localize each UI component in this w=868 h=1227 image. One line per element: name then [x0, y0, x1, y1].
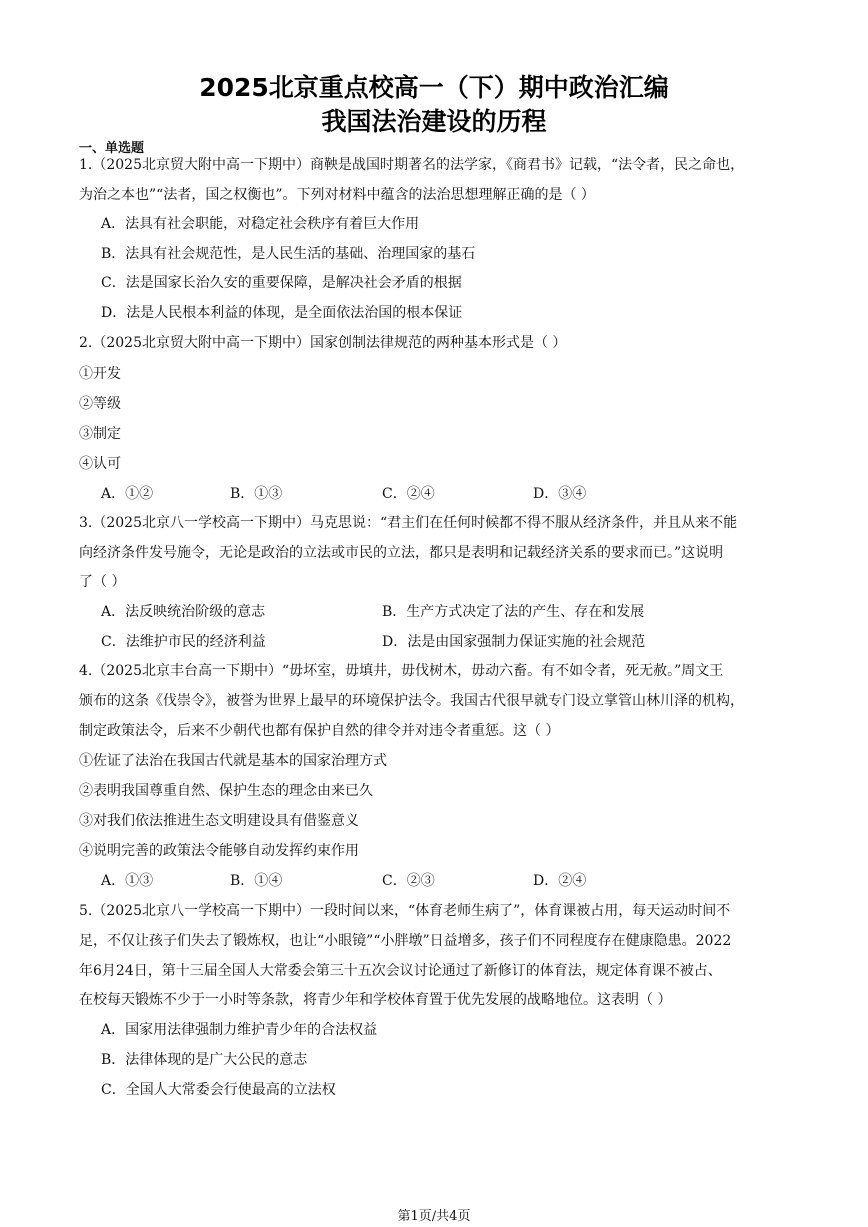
question-1-stem-line-1: 1.（2025北京贸大附中高一下期中）商鞅是战国时期著名的法学家，《商君书》记载，“法令者，民之命也， — [79, 157, 745, 173]
question-4-item-4: ④说明完善的政策法令能够自动发挥约束作用 — [79, 843, 359, 859]
question-2-item-1: ①开发 — [79, 366, 121, 382]
question-2-item-4: ④认可 — [79, 456, 121, 472]
document-title: 2025北京重点校高一（下）期中政治汇编 — [199, 73, 669, 102]
question-4-item-1: ①佐证了法治在我国古代就是基本的国家治理方式 — [79, 753, 387, 769]
question-4-stem-line-1: 4.（2025北京丰台高一下期中）“毋坏室，毋填井，毋伐树木，毋动六畜。有不如令者，死无赦。”周文王 — [79, 663, 724, 679]
question-4-stem-line-3: 制定政策法令，后来不少朝代也都有保护自然的律令并对违令者重惩。这（ ） — [79, 723, 560, 739]
question-3-stem-line-1: 3.（2025北京八一学校高一下期中）马克思说：“君主们在任何时候都不得不服从经济条件，并且从来不能 — [79, 515, 738, 531]
question-4-item-3: ③对我们依法推进生态文明建设具有借鉴意义 — [79, 813, 359, 829]
question-5-option-c: C．全国人大常委会行使最高的立法权 — [101, 1082, 336, 1098]
question-1-option-d: D．法是人民根本利益的体现，是全面依法治国的根本保证 — [101, 305, 463, 321]
question-3-stem-line-2: 向经济条件发号施令，无论是政治的立法或市民的立法，都只是表明和记载经济关系的要求而已。”这说明 — [79, 545, 724, 561]
question-5-stem-line-1: 5.（2025北京八一学校高一下期中）一段时间以来，“体育老师生病了”，体育课被占用，每天运动时间不 — [79, 903, 731, 919]
question-4-option-b: B．①④ — [230, 873, 283, 889]
question-2-stem-line-1: 2.（2025北京贸大附中高一下期中）国家创制法律规范的两种基本形式是（ ） — [79, 335, 567, 351]
question-2-item-3: ③制定 — [79, 426, 121, 442]
question-2-option-d: D．③④ — [533, 486, 587, 502]
question-1-option-c: C．法是国家长治久安的重要保障，是解决社会矛盾的根据 — [101, 275, 462, 291]
question-4-stem-line-2: 颁布的这条《伐崇令》，被誉为世界上最早的环境保护法令。我国古代很早就专门设立掌管山林川泽的机构， — [79, 693, 744, 709]
document-subtitle: 我国法治建设的历程 — [321, 107, 547, 136]
question-4-item-2: ②表明我国尊重自然、保护生态的理念由来已久 — [79, 783, 373, 799]
question-3-option-c: C．法维护市民的经济利益 — [101, 634, 266, 650]
question-3-stem-line-3: 了（ ） — [79, 574, 126, 590]
question-4-option-a: A．①③ — [101, 873, 154, 889]
question-3-option-d: D．法是由国家强制力保证实施的社会规范 — [382, 634, 646, 650]
question-5-option-a: A．国家用法律强制力维护青少年的合法权益 — [101, 1022, 378, 1038]
question-3-option-b: B．生产方式决定了法的产生、存在和发展 — [382, 604, 645, 620]
question-2-option-b: B．①③ — [230, 486, 283, 502]
question-5-option-b: B．法律体现的是广大公民的意志 — [101, 1052, 308, 1068]
question-1-stem-line-2: 为治之本也”“法者，国之权衡也”。下列对材料中蕴含的法治思想理解正确的是（ ） — [79, 187, 595, 203]
question-5-stem-line-2: 足，不仅让孩子们失去了锻炼权，也让“小眼镜”“小胖墩”日益增多，孩子们不同程度存在健康隐患。2022 — [79, 933, 732, 949]
question-2-option-c: C．②④ — [382, 486, 435, 502]
page-number: 第1页/共4页 — [397, 1209, 471, 1224]
question-1-option-b: B．法具有社会规范性，是人民生活的基础、治理国家的基石 — [101, 246, 476, 262]
question-5-stem-line-4: 在校每天锻炼不少于一小时等条款，将青少年和学校体育置于优先发展的战略地位。这表明（ ） — [79, 992, 672, 1008]
section-heading: 一、单选题 — [79, 141, 145, 156]
question-1-option-a: A．法具有社会职能，对稳定社会秩序有着巨大作用 — [101, 216, 420, 232]
question-2-item-2: ②等级 — [79, 396, 121, 412]
question-5-stem-line-3: 年6月24日，第十三届全国人大常委会第三十五次会议讨论通过了新修订的体育法，规定体育课不被占、 — [79, 963, 722, 979]
question-4-option-d: D．②④ — [533, 873, 587, 889]
question-2-option-a: A．①② — [101, 486, 154, 502]
question-3-option-a: A．法反映统治阶级的意志 — [101, 604, 266, 620]
question-4-option-c: C．②③ — [382, 873, 435, 889]
